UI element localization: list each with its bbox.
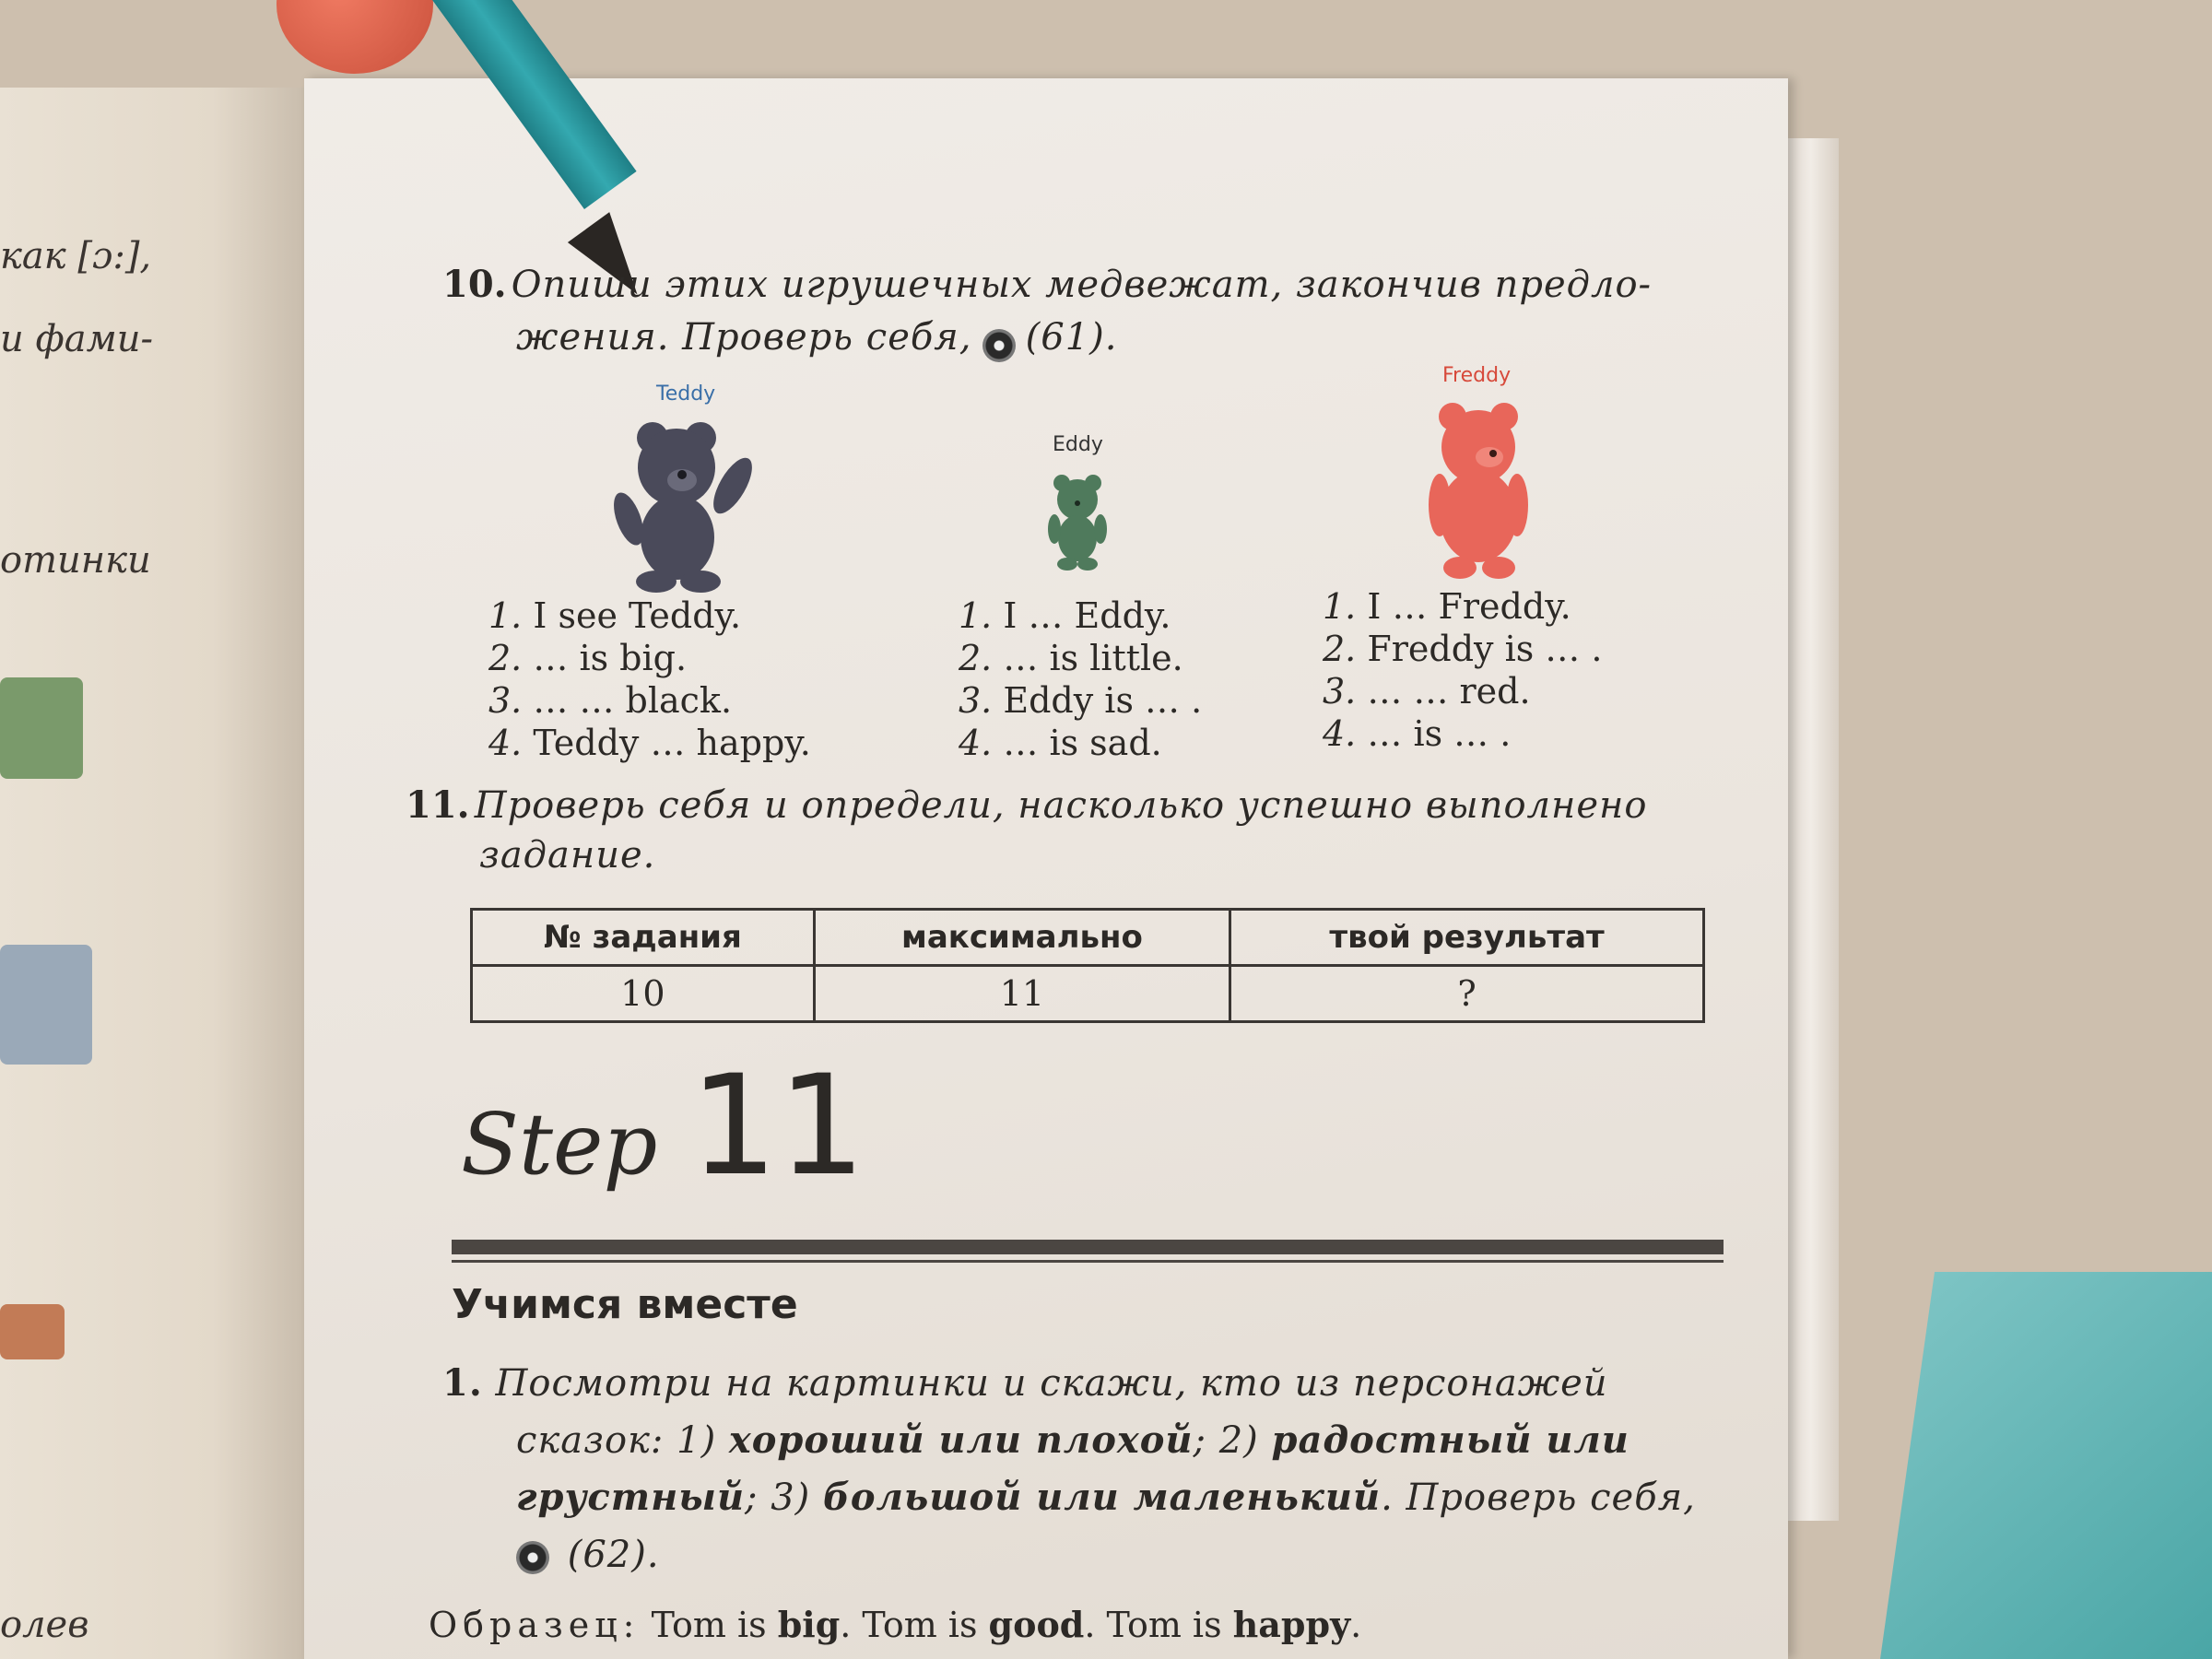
sentence-text: … is big. bbox=[533, 638, 688, 678]
task-text: Опиши этих игрушечных медвежат, закончив предло- bbox=[511, 264, 1653, 306]
sentence-text: Teddy … happy. bbox=[533, 723, 811, 763]
task-text: . Проверь себя, bbox=[1381, 1477, 1696, 1519]
audio-cd-icon bbox=[982, 329, 1016, 362]
table-header-row bbox=[472, 910, 1704, 966]
task-number: 11. bbox=[406, 783, 470, 827]
task-text: задание. bbox=[479, 834, 656, 877]
sentence bbox=[488, 594, 811, 637]
sentence bbox=[1323, 585, 1602, 628]
sentence bbox=[488, 679, 811, 722]
task-1-instruction bbox=[442, 1355, 1742, 1583]
sentence-number: 2. bbox=[488, 638, 523, 678]
sentence-text: I … Freddy. bbox=[1367, 586, 1571, 627]
table-header: максимально bbox=[814, 910, 1230, 966]
sentence bbox=[1323, 712, 1602, 755]
sentence-text: … is … . bbox=[1367, 713, 1512, 754]
sentence-number: 2. bbox=[959, 638, 993, 678]
bear-label-teddy: Teddy bbox=[656, 382, 716, 406]
sentence-text: I see Teddy. bbox=[533, 595, 742, 636]
eddy-sentences bbox=[959, 594, 1202, 764]
left-page-line: отинки bbox=[0, 539, 151, 582]
task-text-bold: грустный bbox=[516, 1476, 746, 1519]
table-header: № задания bbox=[472, 910, 815, 966]
left-page-illustration bbox=[0, 677, 83, 779]
divider bbox=[452, 1260, 1724, 1263]
sentence-text: I … Eddy. bbox=[1003, 595, 1171, 636]
results-table bbox=[470, 908, 1705, 1023]
sample-text: . Tom is bbox=[840, 1605, 989, 1645]
task-11-instruction bbox=[406, 783, 1647, 827]
sample-text-bold: happy bbox=[1232, 1604, 1351, 1645]
task-10-instruction-line2 bbox=[516, 316, 1118, 362]
left-page-illustration bbox=[0, 945, 92, 1065]
divider bbox=[452, 1240, 1724, 1254]
sentence-text: … … red. bbox=[1367, 671, 1531, 712]
sentence bbox=[959, 679, 1202, 722]
audio-cd-icon bbox=[516, 1541, 549, 1574]
sample-text: . bbox=[1350, 1605, 1362, 1645]
sentence-number: 4. bbox=[488, 723, 523, 763]
finger bbox=[276, 0, 433, 74]
sample-line bbox=[429, 1604, 1361, 1645]
sentence bbox=[1323, 670, 1602, 712]
sample-text-bold: big bbox=[777, 1604, 841, 1645]
sentence bbox=[1323, 628, 1602, 670]
task-10-instruction bbox=[442, 263, 1652, 306]
table-cell: 10 bbox=[472, 966, 815, 1022]
left-page-line: олев bbox=[0, 1604, 89, 1646]
sentence-number: 1. bbox=[1323, 586, 1357, 627]
task-text: жения. Проверь себя, bbox=[516, 316, 972, 359]
left-page-line: и фами- bbox=[0, 318, 154, 360]
sample-text: . Tom is bbox=[1084, 1605, 1233, 1645]
task-number: 1. bbox=[442, 1361, 483, 1405]
sentence bbox=[488, 722, 811, 764]
step-number: 11 bbox=[689, 1046, 866, 1206]
task-text: Проверь себя и определи, насколько успешно выполнено bbox=[474, 784, 1648, 827]
table-header: твой результат bbox=[1230, 910, 1704, 966]
desk-corner bbox=[1880, 1272, 2212, 1659]
left-page-illustration bbox=[0, 1304, 65, 1359]
task-text: (62). bbox=[567, 1534, 660, 1576]
task-text: ; 3) bbox=[745, 1477, 811, 1519]
sentence-number: 3. bbox=[959, 680, 993, 721]
sentence-number: 3. bbox=[1323, 671, 1357, 712]
table-row bbox=[472, 966, 1704, 1022]
sentence-number: 4. bbox=[959, 723, 993, 763]
sentence-number: 2. bbox=[1323, 629, 1357, 669]
task-number: 10. bbox=[442, 263, 507, 306]
task-text: ; 2) bbox=[1193, 1419, 1259, 1462]
sentence-number: 1. bbox=[488, 595, 523, 636]
sentence bbox=[488, 637, 811, 679]
sentence-text: Freddy is … . bbox=[1367, 629, 1603, 669]
sentence-number: 1. bbox=[959, 595, 993, 636]
sentence-number: 4. bbox=[1323, 713, 1357, 754]
task-text: (61). bbox=[1025, 316, 1118, 359]
freddy-sentences bbox=[1323, 585, 1602, 755]
task-text: сказок: 1) bbox=[516, 1419, 717, 1462]
step-word: Step bbox=[461, 1095, 658, 1194]
task-text: Посмотри на картинки и скажи, кто из персонажей bbox=[495, 1362, 1608, 1405]
sentence-text: Eddy is … . bbox=[1003, 680, 1203, 721]
step-title bbox=[461, 1046, 865, 1206]
sentence bbox=[959, 722, 1202, 764]
teddy-bear-picture bbox=[608, 410, 756, 594]
sentence-number: 3. bbox=[488, 680, 523, 721]
bear-label-eddy: Eddy bbox=[1053, 433, 1103, 456]
sentence bbox=[959, 594, 1202, 637]
task-11-instruction-line2 bbox=[479, 834, 655, 877]
left-page-line: как [ɔ:], bbox=[0, 235, 152, 277]
task-text-bold: радостный или bbox=[1271, 1418, 1630, 1462]
sample-text: Tom is bbox=[651, 1605, 778, 1645]
bear-label-freddy: Freddy bbox=[1442, 364, 1512, 387]
teddy-sentences bbox=[488, 594, 811, 764]
freddy-bear-picture bbox=[1419, 396, 1539, 581]
eddy-bear-picture bbox=[1041, 470, 1115, 571]
sample-label: Образец: bbox=[429, 1605, 641, 1645]
task-text-bold: большой или маленький bbox=[823, 1476, 1382, 1519]
sentence-text: … is little. bbox=[1003, 638, 1183, 678]
left-page bbox=[0, 88, 304, 1659]
sentence-text: … … black. bbox=[533, 680, 733, 721]
task-text-bold: хороший или плохой bbox=[728, 1418, 1194, 1462]
table-cell: ? bbox=[1230, 966, 1704, 1022]
sentence-text: … is sad. bbox=[1003, 723, 1162, 763]
table-cell: 11 bbox=[814, 966, 1230, 1022]
sentence bbox=[959, 637, 1202, 679]
sample-text-bold: good bbox=[988, 1604, 1085, 1645]
section-heading: Учимся вместе bbox=[452, 1281, 798, 1328]
page-edge bbox=[1783, 138, 1839, 1521]
